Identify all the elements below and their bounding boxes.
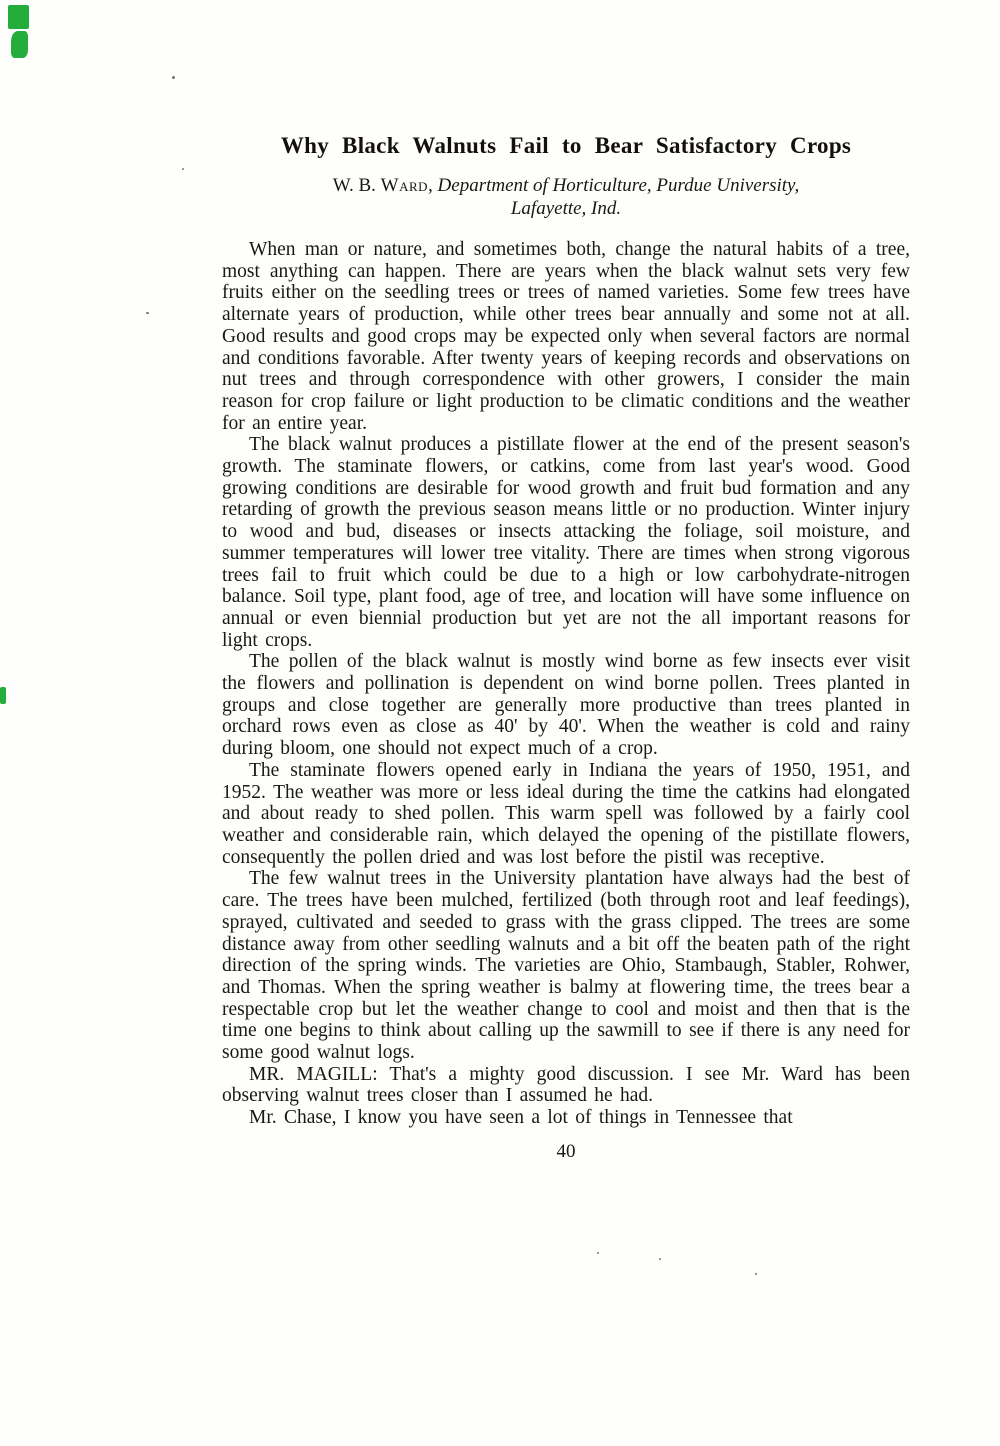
page-number: 40 [556,1140,576,1162]
author-initials: W. B. [332,175,381,196]
paragraph-4: The staminate flowers opened early in Indiana the years of 1950, 1951, and 1952. The weather was more or less ideal during the time the catkins had elongated and about ready to shed pollen. This warm spell was followed by a fairly cool weather and considerable rain, which delayed the opening of the pistillate flowers, consequently the pollen dried and was lost before the pistil was receptive. [222,759,910,868]
text-block [222,132,910,1163]
page-title: Why Black Walnuts Fail to Bear Satisfactory Crops [280,133,852,158]
scan-speck [755,1273,757,1275]
scan-speck [146,312,149,314]
scan-artifact-green [8,5,29,29]
paragraph-7: Mr. Chase, I know you have seen a lot of things in Tennessee that [249,1107,793,1129]
author-affiliation: , Department of Horticulture, Purdue University, [428,175,800,196]
paragraph-3: The pollen of the black walnut is mostly wind borne as few insects ever visit the flowers and pollination is dependent on wind borne pollen. Trees planted in groups and close together are generally more productive than trees planted in orchard rows even as close as 40' by 40'. When the weather is cold and rainy during bloom, one should not expect much of a crop. [222,651,910,760]
paragraph-2: The black walnut produces a pistillate flower at the end of the present season's growth. The staminate flowers, or catkins, come from last year's wood. Good growing conditions are desirable for wood growth and fruit bud formation and any retarding of growth the previous season means little or no production. Winter injury to wood and bud, diseases or insects attacking the foliage, soil moisture, and summer temperatures will lower tree vitality. There are times when strong vigorous trees fail to fruit which could be due to a high or low carbohydrate-nitrogen balance. Soil type, plant food, age of tree, and location will have some influence on annual or even biennial production but yet are not the all important reasons for light crops. [222,434,910,651]
scan-artifact-green [0,687,6,704]
paragraph-5: The few walnut trees in the University plantation have always had the best of care. The trees have been mulched, fertilized (both through root and leaf feedings), sprayed, cultivated and seeded to grass with the grass clipped. The trees are some distance away from other seedling walnuts and a bit off the beaten path of the right direction of the spring winds. The varieties are Ohio, Stambaugh, Stabler, Rohwer, and Thomas. When the spring weather is balmy at flowering time, the trees bear a respectable crop but let the weather change to cool and moist and then that is the time one begins to think about calling up the sawmill to see if there is any need for some good walnut logs. [222,868,910,1064]
author-location: Lafayette, Ind. [510,198,622,219]
article-body [222,239,910,1129]
byline [222,174,910,220]
paragraph-1: When man or nature, and sometimes both, change the natural habits of a tree, most anything can happen. There are years when the black walnut sets very few fruits either on the seedling trees or trees of named varieties. Some few trees have alternate years of production, while other trees bear annually and some not at all. Good results and good crops may be expected only when several factors are normal and conditions favorable. After twenty years of keeping records and observations on nut trees and through correspondence with other growers, I consider the main reason for crop failure or light production to be climatic conditions and the weather for an entire year. [222,239,910,434]
scan-artifact-green [11,31,28,58]
scan-speck [597,1252,599,1254]
paragraph-6: MR. MAGILL: That's a mighty good discussion. I see Mr. Ward has been observing walnut trees closer than I assumed he had. [222,1063,910,1107]
scan-speck [659,1258,661,1260]
author-surname: Ward [380,175,429,196]
scan-speck [182,168,184,170]
scan-speck [172,76,175,79]
